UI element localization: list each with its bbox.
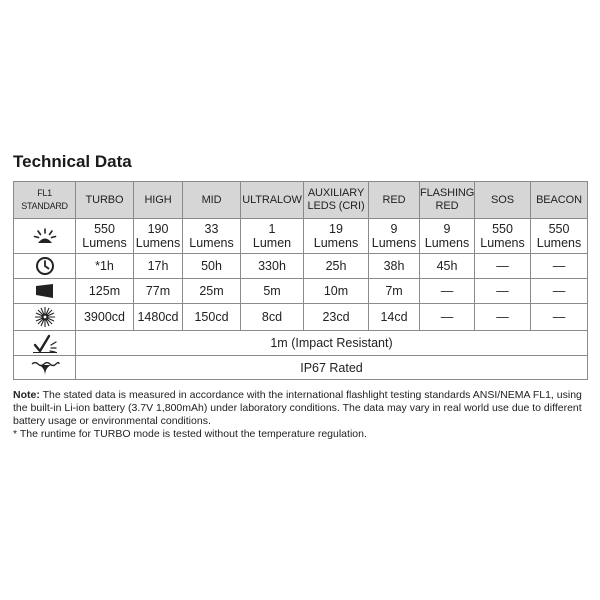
header-row	[14, 182, 588, 219]
distance-cell: 5m	[241, 279, 304, 304]
lumens-cell: 9 Lumens	[369, 219, 420, 254]
lumens-cell: 19 Lumens	[304, 219, 369, 254]
lumens-cell: 550 Lumens	[531, 219, 588, 254]
note-paragraph	[13, 389, 591, 428]
clock-icon	[14, 254, 76, 279]
waterproof-value: IP67 Rated	[76, 356, 588, 380]
runtime-row	[14, 254, 588, 279]
intensity-cell: 23cd	[304, 304, 369, 331]
note-text: The stated data is measured in accordance with the international flashlight testing standards ANSI/NEMA FL1, using the built-in Li-ion battery (3.7V 1,800mAh) under laboratory conditions. The data may vary in real world use due to different battery usage or environmental conditions.	[13, 389, 582, 427]
note-label: Note:	[13, 389, 40, 401]
impact-resistance-icon	[14, 331, 76, 356]
intensity-cell: —	[531, 304, 588, 331]
header-mid: MID	[183, 182, 241, 219]
impact-row	[14, 331, 588, 356]
distance-cell: —	[475, 279, 531, 304]
lumens-cell: 550 Lumens	[475, 219, 531, 254]
runtime-cell: 50h	[183, 254, 241, 279]
runtime-cell: 17h	[134, 254, 183, 279]
beam-distance-icon	[14, 279, 76, 304]
distance-cell: —	[420, 279, 475, 304]
intensity-cell: —	[475, 304, 531, 331]
runtime-cell: 25h	[304, 254, 369, 279]
lumens-cell: 1 Lumen	[241, 219, 304, 254]
header-beacon: BEACON	[531, 182, 588, 219]
intensity-cell: —	[420, 304, 475, 331]
header-red: RED	[369, 182, 420, 219]
distance-row	[14, 279, 588, 304]
lumens-cell: 9 Lumens	[420, 219, 475, 254]
distance-cell: 125m	[76, 279, 134, 304]
runtime-cell: 45h	[420, 254, 475, 279]
intensity-cell: 14cd	[369, 304, 420, 331]
runtime-cell: —	[475, 254, 531, 279]
lumens-cell: 190 Lumens	[134, 219, 183, 254]
distance-cell: 25m	[183, 279, 241, 304]
header-high: HIGH	[134, 182, 183, 219]
intensity-cell: 150cd	[183, 304, 241, 331]
distance-cell: —	[531, 279, 588, 304]
peak-intensity-icon	[14, 304, 76, 331]
lumens-cell: 33 Lumens	[183, 219, 241, 254]
intensity-row	[14, 304, 588, 331]
lumens-cell: 550 Lumens	[76, 219, 134, 254]
technical-data-table	[13, 181, 588, 380]
distance-cell: 77m	[134, 279, 183, 304]
distance-cell: 7m	[369, 279, 420, 304]
header-auxiliary-leds: AUXILIARY LEDS (CRI)	[304, 182, 369, 219]
header-fl1-standard: FL1 STANDARD	[14, 182, 76, 219]
runtime-cell: —	[531, 254, 588, 279]
intensity-cell: 8cd	[241, 304, 304, 331]
header-sos: SOS	[475, 182, 531, 219]
lumens-row	[14, 219, 588, 254]
waterproof-icon	[14, 356, 76, 380]
note-footnote: * The runtime for TURBO mode is tested without the temperature regulation.	[13, 428, 367, 440]
header-ultralow: ULTRALOW	[241, 182, 304, 219]
header-flashing-red: FLASHING RED	[420, 182, 475, 219]
notes-section	[13, 389, 591, 441]
impact-value: 1m (Impact Resistant)	[76, 331, 588, 356]
brightness-icon	[14, 219, 76, 254]
runtime-cell: 38h	[369, 254, 420, 279]
runtime-cell: *1h	[76, 254, 134, 279]
waterproof-row	[14, 356, 588, 380]
intensity-cell: 1480cd	[134, 304, 183, 331]
distance-cell: 10m	[304, 279, 369, 304]
runtime-cell: 330h	[241, 254, 304, 279]
header-turbo: TURBO	[76, 182, 134, 219]
intensity-cell: 3900cd	[76, 304, 134, 331]
page-title: Technical Data	[13, 152, 132, 171]
